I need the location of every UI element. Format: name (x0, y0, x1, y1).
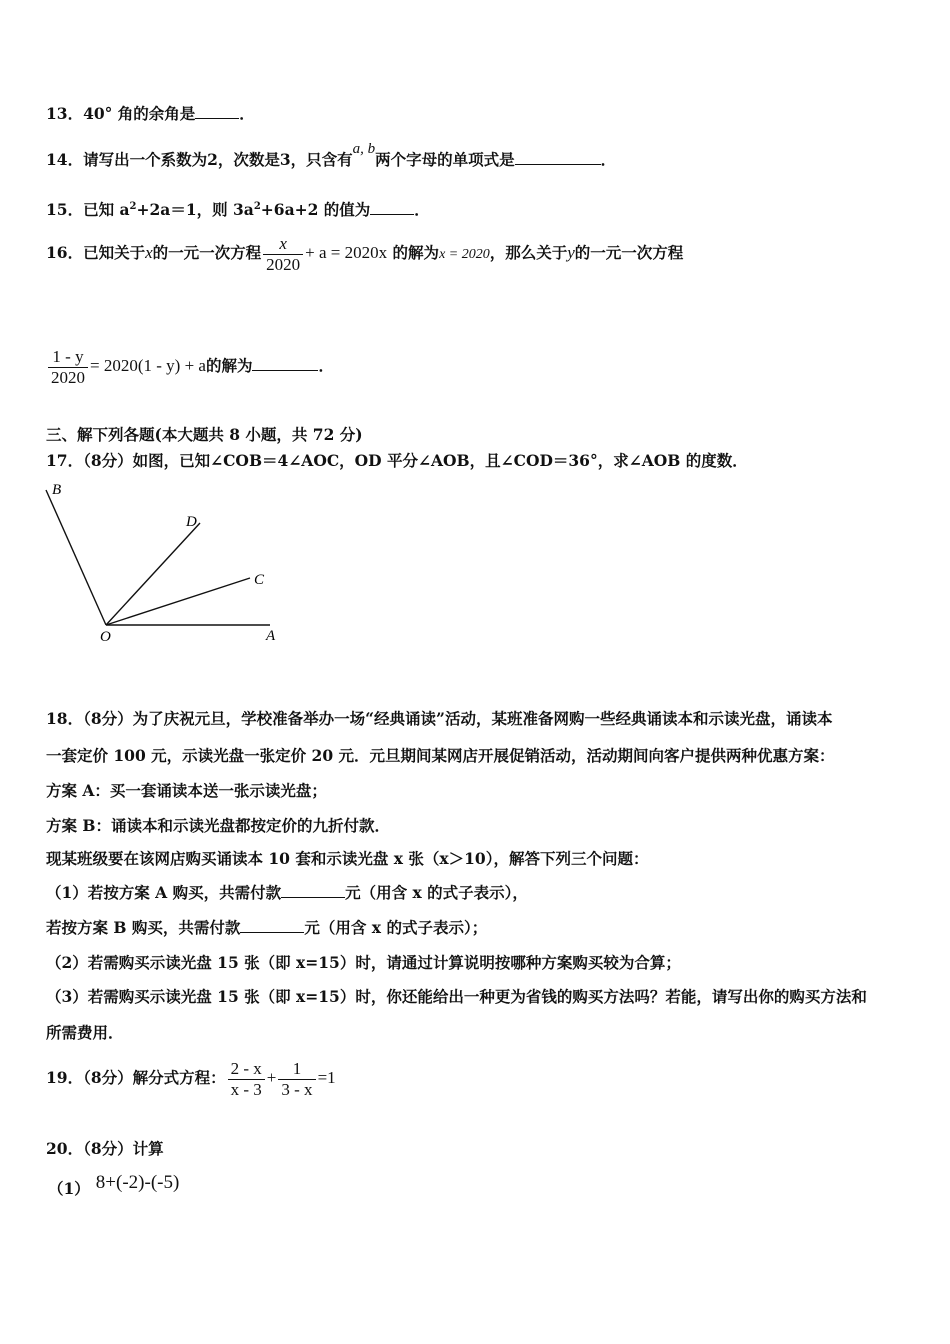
q18-plan-b: 方案 B：诵读本和示读光盘都按定价的九折付款． (46, 816, 390, 835)
q18-part-1b: 若按方案 B 购买，共需付款 元（用含 x 的式子表示）； (46, 918, 488, 937)
q20-expression: 8+(-2)-(-5) (95, 1172, 180, 1193)
question-18: 18．（8分）为了庆祝元旦，学校准备举办一场“经典诵读”活动，某班准备网购一些经典诵读本和示读光盘，诵读本 (46, 709, 833, 728)
q17-label: 17． (46, 451, 84, 470)
q13-text: 40° 角的余角是 (83, 104, 196, 123)
fraction: $\frac{1 - y}{2020}$ (48, 347, 88, 388)
question-17: 17．（8分）如图，已知∠COB＝4∠AOC，OD 平分∠AOB，且∠COD＝36°，求∠AOB 的度数． (46, 451, 748, 470)
q20-part-1: （1） 8+(-2)-(-5) (48, 1172, 180, 1198)
answer-blank (252, 356, 318, 371)
q14-variables: a, b (352, 141, 376, 157)
label-c: C (254, 572, 265, 588)
label-o: O (100, 629, 111, 645)
q16-label: 16． (46, 243, 84, 262)
question-16: 16．已知关于x的一元一次方程 $\frac{x}{2020}$ + a = 2020x 的解为x = 2020，那么关于y的一元一次方程 (46, 233, 684, 274)
question-16-equation: $\frac{1 - y}{2020}$ = 2020(1 - y) + a的解为 ． (46, 346, 334, 388)
q18-part-3: （3）若需购买示读光盘 15 张（即 x=15）时，你还能给出一种更为省钱的购买方法吗？若能，请写出你的购买方法和 (46, 987, 867, 1006)
question-14: 14．请写出一个系数为2，次数是3，只含有a, b两个字母的单项式是 ． (46, 141, 617, 169)
section-heading: 三、解下列各题(本大题共 8 小题，共 72 分) (46, 425, 363, 444)
q18-line: 现某班级要在该网店购买诵读本 10 套和示读光盘 x 张（x＞10），解答下列三个问题： (46, 849, 649, 868)
question-13: 13．40° 角的余角是 ． (46, 104, 255, 123)
answer-blank (195, 104, 239, 119)
question-19: 19．（8分）解分式方程： $\frac{2 - x}{x - 3}$ + $\frac{1}{3 - x}$ =1 (46, 1058, 336, 1099)
answer-blank (370, 200, 414, 215)
q15-label: 15． (46, 200, 84, 220)
fraction: $\frac{1}{3 - x}$ (278, 1059, 315, 1100)
label-b: B (52, 482, 62, 498)
fraction: $\frac{x}{2020}$ (263, 234, 303, 275)
q20-label: 20． (46, 1139, 84, 1158)
q18-label: 18． (46, 709, 84, 728)
q14-label: 14． (46, 150, 84, 169)
label-a: A (266, 628, 276, 644)
q18-line: 所需费用． (46, 1023, 124, 1042)
answer-blank (515, 150, 601, 165)
q18-part-1: （1）若按方案 A 购买，共需付款 元（用含 x 的式子表示）， (46, 883, 528, 902)
q18-part-2: （2）若需购买示读光盘 15 张（即 x=15）时，请通过计算说明按哪种方案购买较为合算； (46, 953, 681, 972)
fraction: $\frac{2 - x}{x - 3}$ (228, 1059, 265, 1100)
q18-plan-a: 方案 A：买一套诵读本送一张示读光盘； (46, 781, 327, 800)
answer-blank (281, 883, 345, 898)
answer-blank (240, 918, 304, 933)
angle-figure (40, 478, 290, 648)
q18-line: 一套定价 100 元，示读光盘一张定价 20 元．元旦期间某网店开展促销活动，活动期间向客户提供两种优惠方案： (46, 746, 835, 765)
question-20: 20．（8分）计算 (46, 1139, 164, 1158)
q19-label: 19． (46, 1068, 84, 1087)
q13-label: 13． (46, 104, 84, 123)
question-15: 15．已知 $a^2+2a=1$，则 $3a^2+6a+2$ 的值为 ． (46, 200, 430, 220)
label-d: D (186, 514, 197, 530)
ray-ob (46, 490, 106, 625)
